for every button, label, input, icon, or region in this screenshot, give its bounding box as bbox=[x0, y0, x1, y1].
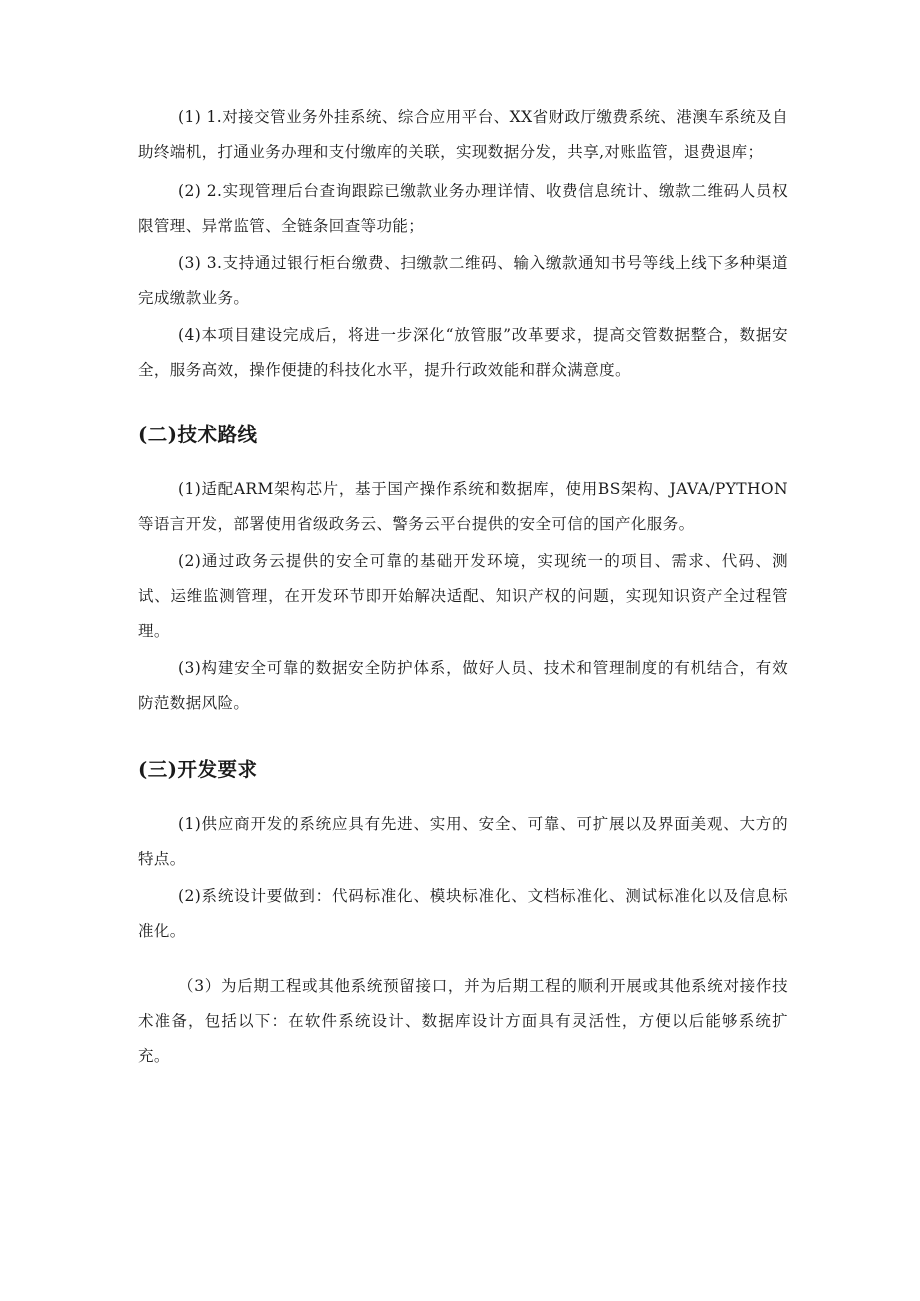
dev-requirement-item-2: (2)系统设计要做到：代码标准化、模块标准化、文档标准化、测试标准化以及信息标准化。 bbox=[138, 887, 788, 940]
section-heading-dev-requirements: (三)开发要求 bbox=[138, 758, 258, 781]
section-dev-requirements bbox=[138, 807, 788, 1074]
tech-route-item-3: (3)构建安全可靠的数据安全防护体系，做好人员、技术和管理制度的有机结合，有效防范数据风险。 bbox=[138, 659, 788, 712]
objective-item-1: (1) 1.对接交管业务外挂系统、综合应用平台、XX省财政厅缴费系统、港澳车系统及自助终端机，打通业务办理和支付缴库的关联，实现数据分发，共享,对账监管，退费退库； bbox=[138, 108, 788, 161]
section-tech-route bbox=[138, 472, 788, 721]
objective-item-3: (3) 3.支持通过银行柜台缴费、扫缴款二维码、输入缴款通知书号等线上线下多种渠道完成缴款业务。 bbox=[138, 254, 788, 307]
objective-item-2: (2) 2.实现管理后台查询跟踪已缴款业务办理详情、收费信息统计、缴款二维码人员权限管理、异常监管、全链条回查等功能； bbox=[138, 182, 788, 235]
document-page bbox=[138, 100, 788, 1074]
tech-route-item-1: (1)适配ARM架构芯片，基于国产操作系统和数据库，使用BS架构、JAVA/PYTHON等语言开发，部署使用省级政务云、警务云平台提供的安全可信的国产化服务。 bbox=[138, 480, 788, 533]
section-objectives bbox=[138, 100, 788, 388]
tech-route-item-2: (2)通过政务云提供的安全可靠的基础开发环境，实现统一的项目、需求、代码、测试、运维监测管理，在开发环节即开始解决适配、知识产权的问题，实现知识资产全过程管理。 bbox=[138, 552, 788, 640]
dev-requirement-item-3: （3）为后期工程或其他系统预留接口，并为后期工程的顺利开展或其他系统对接作技术准备，包括以下：在软件系统设计、数据库设计方面具有灵活性，方便以后能够系统扩充。 bbox=[138, 977, 788, 1065]
dev-requirement-item-1: (1)供应商开发的系统应具有先进、实用、安全、可靠、可扩展以及界面美观、大方的特点。 bbox=[138, 815, 788, 868]
section-heading-tech-route: (二)技术路线 bbox=[138, 423, 258, 446]
objective-item-4: (4)本项目建设完成后，将进一步深化“放管服”改革要求，提高交管数据整合，数据安全，服务高效，操作便捷的科技化水平，提升行政效能和群众满意度。 bbox=[138, 326, 788, 379]
